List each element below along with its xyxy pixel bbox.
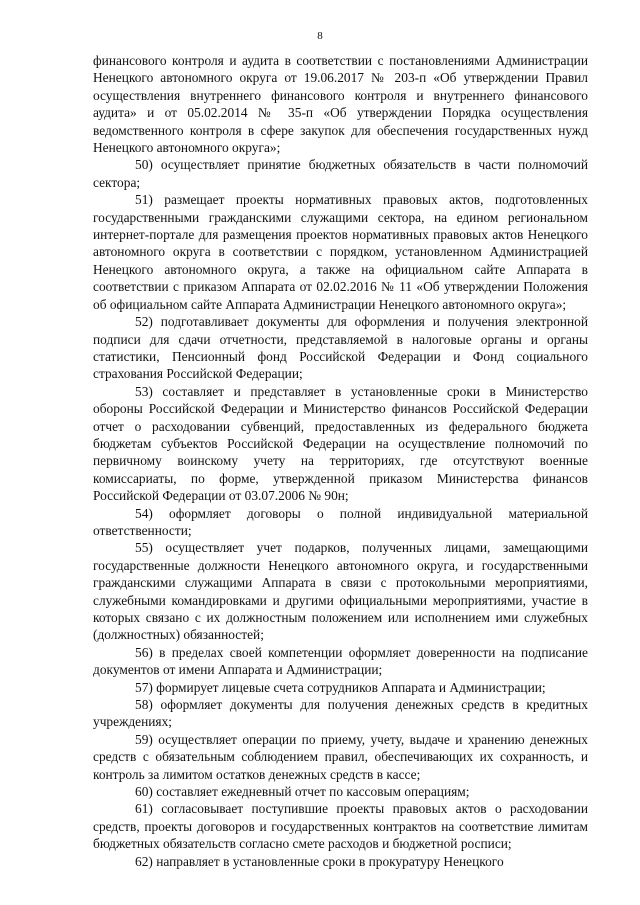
list-item-51: 51) размещает проекты нормативных правовых актов, подготовленных государственными гражданскими служащими сектора, на едином региональном интернет-портале для размещения проектов нормативных правовых актов Ненецкого автономного округа в соответствии с порядком, установленном Администрацией Ненецкого автономного округа, а также на официальном сайте Аппарата в соответствии с приказом Аппарата от 02.02.2016 № 11 «Об утверждении Положения об официальном сайте Аппарата Администрации Ненецкого автономного округа»; bbox=[93, 192, 588, 312]
document-body bbox=[93, 52, 588, 870]
list-item-60: 60) составляет ежедневный отчет по кассовым операциям; bbox=[135, 784, 470, 800]
list-item-50: 50) осуществляет принятие бюджетных обязательств в части полномочий сектора; bbox=[93, 157, 588, 190]
list-item-54: 54) оформляет договоры о полной индивидуальной материальной ответственности; bbox=[93, 505, 588, 538]
list-item-55: 55) осуществляет учет подарков, полученных лицами, замещающими государственные должности Ненецкого автономного округа, и государственными гражданскими служащими Аппарата в связи с протокольными мероприятиями, служебными командировками и другими официальными мероприятиями, участие в которых связано с их должностным положением или исполнением ими служебных (должностных) обязанностей; bbox=[93, 540, 588, 643]
list-item-58: 58) оформляет документы для получения денежных средств в кредитных учреждениях; bbox=[93, 697, 588, 730]
page-number: 8 bbox=[317, 30, 323, 42]
list-item-59: 59) осуществляет операции по приему, учету, выдаче и хранению денежных средств с обязательным соблюдением правил, обеспечивающих их сохранность, и контроль за лимитом остатков денежных средств в кассе; bbox=[93, 731, 588, 782]
list-item-61: 61) согласовывает поступившие проекты правовых актов о расходовании средств, проекты договоров и государственных контрактов на соответствие лимитам бюджетных обязательств согласно смете расходов и бюджетной росписи; bbox=[93, 801, 588, 852]
paragraph-continuation: финансового контроля и аудита в соответствии с постановлениями Администрации Ненецкого автономного округа от 19.06.2017 № 203-п «Об утверждении Правил осуществления внутреннего финансового контроля и внутреннего финансового аудита» и от 05.02.2014 № 35-п «Об утверждении Порядка осуществления ведомственного контроля в сфере закупок для обеспечения государственных нужд Ненецкого автономного округа»; bbox=[93, 53, 588, 156]
list-item-52: 52) подготавливает документы для оформления и получения электронной подписи для сдачи отчетности, представляемой в налоговые органы и органы статистики, Пенсионный фонд Российской Федерации и Фонд социального страхования Российской Федерации; bbox=[93, 314, 588, 382]
list-item-62: 62) направляет в установленные сроки в прокуратуру Ненецкого bbox=[135, 853, 504, 869]
list-item-53: 53) составляет и представляет в установленные сроки в Министерство обороны Российской Федерации и Министерство финансов Российской Федерации отчет о расходовании субвенций, предоставленных из федерального бюджета бюджетам субъектов Российской Федерации на осуществление полномочий по первичному воинскому учету на территориях, где отсутствуют военные комиссариаты, по форме, утвержденной приказом Министерства финансов Российской Федерации от 03.07.2006 № 90н; bbox=[93, 383, 588, 504]
list-item-57: 57) формирует лицевые счета сотрудников Аппарата и Администрации; bbox=[135, 679, 546, 695]
list-item-56: 56) в пределах своей компетенции оформляет доверенности на подписание документов от имени Аппарата и Администрации; bbox=[93, 644, 588, 678]
